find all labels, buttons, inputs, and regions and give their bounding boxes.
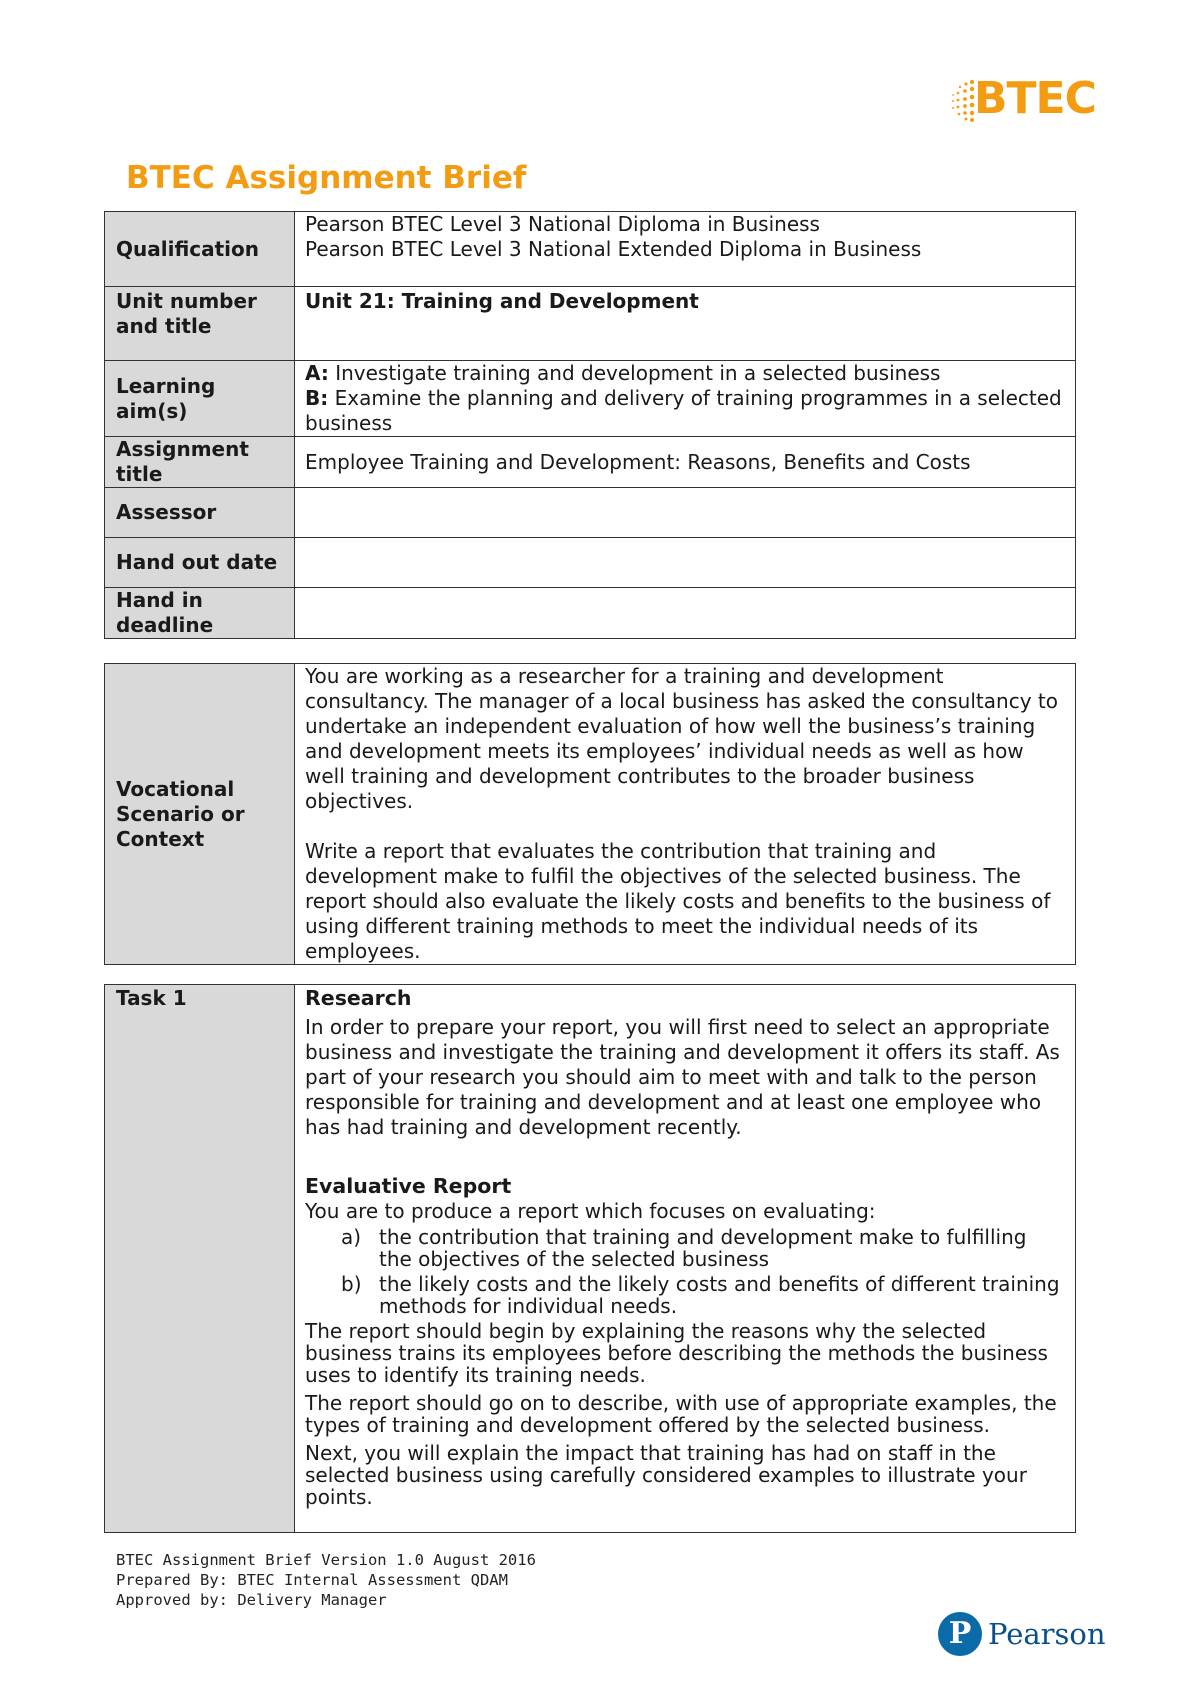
report-intro: You are to produce a report which focuses on evaluating:	[305, 1199, 876, 1223]
task-paragraph: The report should go on to describe, with use of appropriate examples, the types of training and development offered by the selected business.	[305, 1391, 1057, 1437]
footer-approved-by: Approved by: Delivery Manager	[116, 1591, 387, 1609]
hand-out-label: Hand out date	[105, 538, 295, 588]
task-table	[104, 984, 1076, 1533]
task-label: Task 1	[105, 985, 295, 1533]
qualification-label: Qualification	[105, 212, 295, 287]
assessor-label: Assessor	[105, 488, 295, 538]
unit-label: Unit number and title	[105, 287, 295, 361]
research-text: In order to prepare your report, you will first need to select an appropriate business and investigate the training and development it offers its staff. As part of your research you should aim to meet with and talk to the person responsible for training and development and at least one employee who has had training and development recently.	[305, 1015, 1060, 1139]
page-title: BTEC Assignment Brief	[126, 160, 527, 196]
pearson-mark-icon: P	[938, 1612, 982, 1656]
assessor-row	[105, 488, 1076, 538]
pearson-logo-text: Pearson	[988, 1617, 1106, 1651]
scenario-row	[105, 664, 1076, 965]
hand-out-row	[105, 538, 1076, 588]
report-items	[305, 1226, 1065, 1317]
hand-out-value[interactable]	[295, 538, 1076, 588]
pearson-logo	[938, 1612, 1106, 1662]
qualification-value	[295, 212, 1076, 287]
footer-version: BTEC Assignment Brief Version 1.0 August 2016	[116, 1551, 536, 1569]
scenario-table	[104, 663, 1076, 965]
assignment-title-row	[105, 437, 1076, 488]
learning-aims-label: Learning aim(s)	[105, 361, 295, 437]
details-table	[104, 211, 1076, 639]
assignment-title-value: Employee Training and Development: Reasons, Benefits and Costs	[295, 437, 1076, 488]
learning-aim-b: B: Examine the planning and delivery of training programmes in a selected business	[305, 386, 1062, 435]
hand-in-value[interactable]	[295, 588, 1076, 639]
qualification-line: Pearson BTEC Level 3 National Extended Diploma in Business	[305, 237, 922, 261]
learning-aim-a: A: Investigate training and development in a selected business	[305, 361, 941, 385]
footer	[116, 1550, 536, 1610]
assessor-value[interactable]	[295, 488, 1076, 538]
scenario-label: Vocational Scenario or Context	[105, 664, 295, 965]
list-item: b) the likely costs and the likely costs and benefits of different training methods for individual needs.	[341, 1272, 1060, 1318]
qualification-row	[105, 212, 1076, 287]
learning-aims-value	[295, 361, 1076, 437]
research-heading: Research	[305, 986, 412, 1010]
scenario-paragraph: Write a report that evaluates the contribution that training and development make to fulfil the objectives of the selected business. The report should also evaluate the likely costs and benefits to the business of using different training methods to meet the individual needs of its employees.	[305, 839, 1051, 963]
qualification-line: Pearson BTEC Level 3 National Diploma in Business	[305, 212, 820, 236]
unit-value: Unit 21: Training and Development	[295, 287, 1076, 361]
footer-prepared-by: Prepared By: BTEC Internal Assessment QDAM	[116, 1571, 508, 1589]
scenario-value	[295, 664, 1076, 965]
btec-logo-text: BTEC	[974, 73, 1096, 124]
report-heading: Evaluative Report	[305, 1174, 512, 1198]
btec-logo	[950, 74, 1098, 124]
hand-in-row	[105, 588, 1076, 639]
learning-aims-row	[105, 361, 1076, 437]
task-paragraph: The report should begin by explaining the reasons why the selected business trains its employees before describing the methods the business uses to identify its training needs.	[305, 1319, 1048, 1387]
list-item: a) the contribution that training and development make to fulfilling the objectives of the selected business	[341, 1225, 1027, 1271]
task-value	[295, 985, 1076, 1533]
task-row	[105, 985, 1076, 1533]
scenario-paragraph: You are working as a researcher for a training and development consultancy. The manager of a local business has asked the consultancy to undertake an independent evaluation of how well the business’s training and development meets its employees’ individual needs as well as how well training and development contributes to the broader business objectives.	[305, 664, 1058, 813]
unit-row	[105, 287, 1076, 361]
hand-in-label: Hand in deadline	[105, 588, 295, 639]
assignment-title-label: Assignment title	[105, 437, 295, 488]
task-paragraph: Next, you will explain the impact that training has had on staff in the selected business using carefully considered examples to illustrate your points.	[305, 1441, 1027, 1509]
